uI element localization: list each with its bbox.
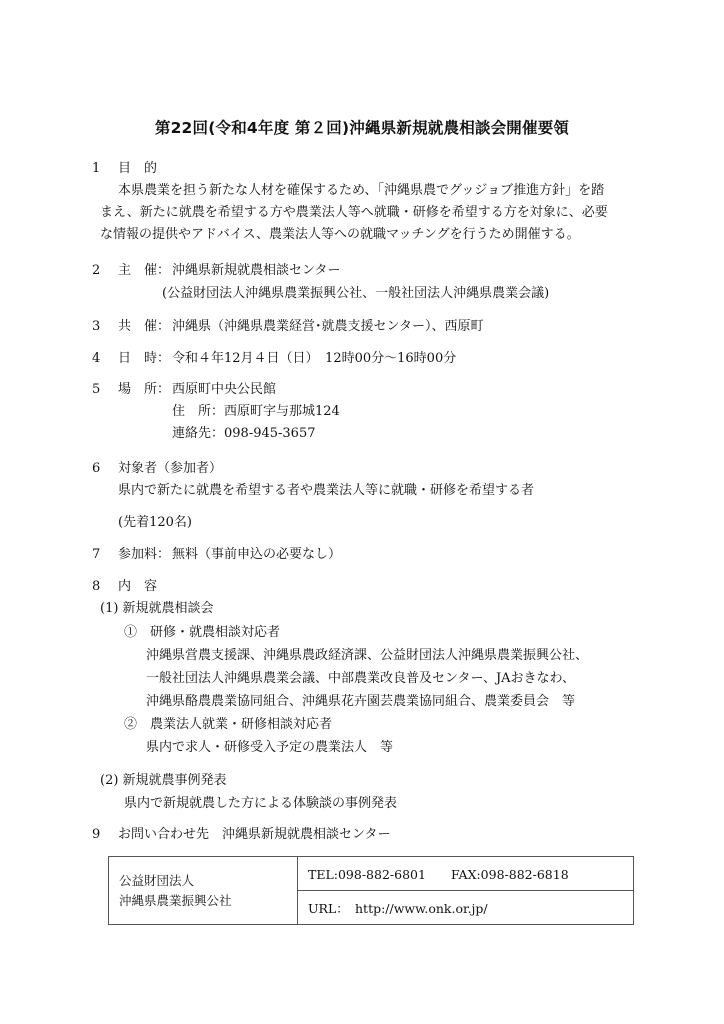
item-1-text-line: 沖縄県営農支援課、沖縄県農政経済課、公益財団法人沖縄県農業振興公社、 [146, 648, 589, 663]
section-1-text-line: な情報の提供やアドバイス、農業法人等への就職マッチングを行うため開催する。 [100, 227, 580, 242]
section-1-text-line: まえ、新たに就農を希望する方や農業法人等へ就職・研修を希望する方を対象に、必要 [100, 205, 608, 220]
item-1-text-line: 沖縄県酪農農業協同組合、沖縄県花卉園芸農業協同組合、農業委員会 等 [146, 694, 576, 709]
section-3-value: 沖縄県（沖縄県農業経営･就農支援センター）、西原町 [172, 319, 484, 334]
section-6-note: (先着120名) [118, 515, 192, 530]
organization-name-line: 公益財団法人 [119, 872, 195, 888]
item-2-text: 県内で求人・研修受入予定の農業法人 等 [146, 740, 394, 755]
section-2-number: 2 [92, 263, 101, 278]
organization-name-line: 沖縄県農業振興公社 [119, 892, 232, 908]
section-1-text-line: 本県農業を担う新たな人材を確保するため、「沖縄県農でグッジョブ推進方針」を踏 [118, 183, 605, 198]
section-6-text: 県内で新たに就農を希望する者や農業法人等に就職・研修を希望する者 [118, 483, 535, 498]
section-7-value: 無料（事前申込の必要なし） [172, 547, 342, 562]
section-5-value: 西原町中央公民館 [172, 382, 277, 397]
subsection-2-text: 県内で新規就農した方による体験談の事例発表 [124, 796, 398, 811]
section-7-number: 7 [92, 547, 101, 562]
subsection-2-label: (2) 新規就農事例発表 [100, 773, 227, 788]
section-8-label: 内 容 [118, 579, 158, 594]
contact-table [108, 856, 634, 925]
venue-address: 住 所：西原町字与那城124 [172, 404, 340, 419]
item-1-label: ① 研修・就農相談対応者 [124, 625, 281, 640]
section-4-label: 日 時： [118, 351, 171, 366]
contact-url[interactable]: URL： http://www.onk.or.jp/ [298, 891, 634, 925]
section-6-label: 対象者（参加者） [118, 461, 223, 476]
section-5-label: 場 所： [118, 382, 171, 397]
section-7-label: 参加料： [118, 547, 171, 562]
contact-phone-fax: TEL:098-882-6801 FAX:098-882-6818 [298, 857, 634, 891]
section-2-sub: (公益財団法人沖縄県農業振興公社、一般社団法人沖縄県農業会議) [162, 286, 550, 301]
subsection-1-label: (1) 新規就農相談会 [100, 601, 214, 616]
section-9-label: お問い合わせ先 沖縄県新規就農相談センター [118, 827, 391, 842]
section-4-value: 令和４年12月４日（日） 12時00分～16時00分 [172, 351, 457, 366]
section-3-number: 3 [92, 319, 101, 334]
document-title: 第22回(令和4年度 第２回)沖縄県新規就農相談会開催要領 [154, 119, 570, 137]
section-3-label: 共 催： [118, 319, 171, 334]
section-9-number: 9 [92, 827, 101, 842]
section-1-label: 目 的 [118, 161, 158, 176]
section-6-number: 6 [92, 461, 101, 476]
section-1-number: 1 [92, 161, 101, 176]
section-4-number: 4 [92, 351, 101, 366]
section-2-label: 主 催： [118, 263, 171, 278]
section-2-value: 沖縄県新規就農相談センター [172, 263, 341, 278]
item-1-text-line: 一般社団法人沖縄県農業会議、中部農業改良普及センター、JAおきなわ、 [146, 671, 576, 686]
venue-contact: 連絡先：098-945-3657 [172, 426, 316, 441]
contact-organization-cell [109, 857, 298, 925]
section-5-number: 5 [92, 382, 101, 397]
item-2-label: ② 農業法人就業・研修相談対応者 [124, 717, 333, 732]
section-8-number: 8 [92, 579, 101, 594]
